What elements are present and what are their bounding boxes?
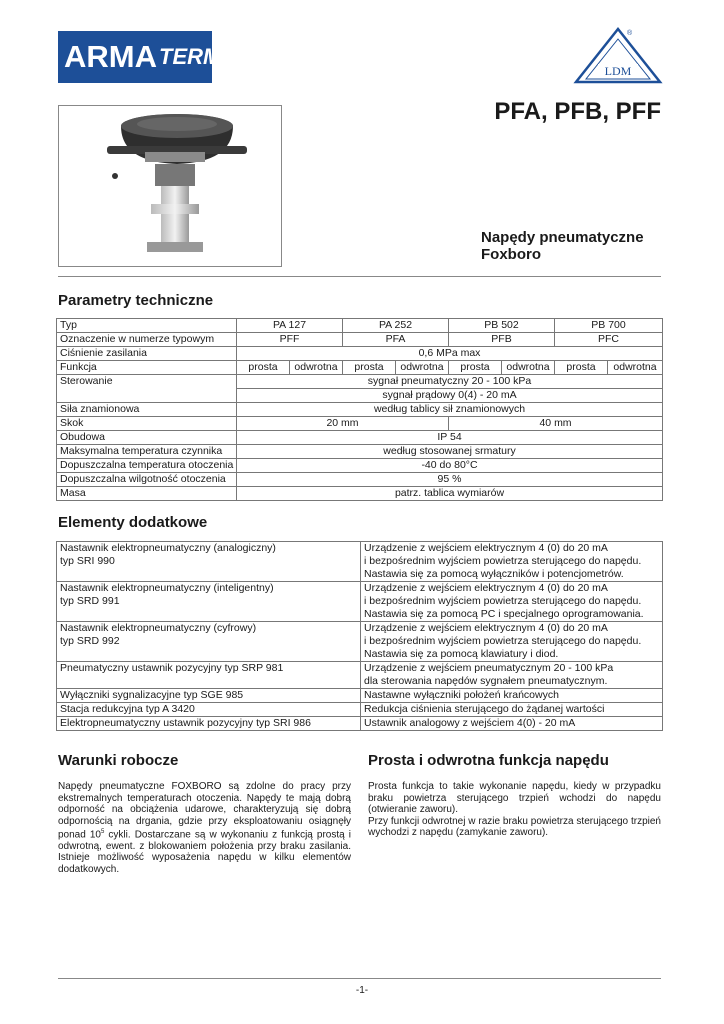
table-row bbox=[57, 473, 663, 487]
cell-line: typ SRD 991 bbox=[60, 595, 120, 607]
table-row bbox=[57, 361, 663, 375]
cell: 20 mm bbox=[237, 417, 449, 431]
product-subtitle bbox=[481, 229, 644, 263]
cell-line: Urządzenie z wejściem elektrycznym 4 (0) do 20 mA bbox=[364, 582, 608, 594]
cell: odwrotna bbox=[396, 361, 449, 375]
cell: 95 % bbox=[237, 473, 663, 487]
logo-main-text: ARMA bbox=[64, 39, 157, 74]
cell: odwrotna bbox=[608, 361, 663, 375]
cell-line: dla sterowania napędów sygnałem pneumatycznym. bbox=[364, 675, 608, 687]
table-row bbox=[57, 417, 663, 431]
footer-divider bbox=[58, 978, 661, 979]
cell: IP 54 bbox=[237, 431, 663, 445]
product-title: PFA, PFB, PFF bbox=[494, 98, 661, 125]
cell: patrz. tablica wymiarów bbox=[237, 487, 663, 501]
cell: odwrotna bbox=[502, 361, 555, 375]
table-row bbox=[57, 333, 663, 347]
cell: 0,6 MPa max bbox=[237, 347, 663, 361]
cell-line: Pneumatyczny ustawnik pozycyjny typ SRP 981 bbox=[60, 662, 284, 674]
cell-line: i bezpośrednim wyjściem powietrza sterującego do napędu. bbox=[364, 555, 642, 567]
ldm-logo bbox=[572, 26, 664, 86]
cell: sygnał pneumatyczny 20 - 100 kPa bbox=[237, 375, 663, 389]
extras-heading: Elementy dodatkowe bbox=[58, 514, 208, 531]
divider bbox=[58, 276, 661, 277]
cell-line: i bezpośrednim wyjściem powietrza sterującego do napędu. bbox=[364, 635, 642, 647]
table-row bbox=[57, 689, 663, 703]
extras-right bbox=[361, 582, 663, 622]
cell-line: Nastawnik elektropneumatyczny (analogiczny) bbox=[60, 542, 276, 554]
warunki-p1: Napędy pneumatyczne FOXBORO są zdolne do pracy przy ekstremalnych temperaturach otoczenia. Napędy te mają dobrą odporność na obciążenia udarowe, charakteryzują się dobrą odpornością na drgania, gdzie przy eksploatowaniu osiągnęły ponad 10 bbox=[58, 781, 351, 841]
warunki-p2: cykli. Dostarczane są w wykonaniu z funkcją prostą i odwrotną, ewent. z blokowaniem położenia przy braku zasilania. Istnieje możliwość wyposażenia napędu w kilku elementów dodatkowych. bbox=[58, 829, 351, 875]
cell-line: Stacja redukcyjna typ A 3420 bbox=[60, 703, 195, 715]
row-label: Skok bbox=[57, 417, 237, 431]
cell: 40 mm bbox=[449, 417, 663, 431]
subtitle-line2: Foxboro bbox=[481, 246, 541, 263]
cell: według tablicy sił znamionowych bbox=[237, 403, 663, 417]
table-row bbox=[57, 717, 663, 731]
extras-right bbox=[361, 542, 663, 582]
table-row bbox=[57, 622, 663, 662]
row-label: Funkcja bbox=[57, 361, 237, 375]
cell-line: typ SRI 990 bbox=[60, 555, 115, 567]
table-row bbox=[57, 319, 663, 333]
warunki-heading: Warunki robocze bbox=[58, 752, 179, 769]
extras-right bbox=[361, 703, 663, 717]
extras-left bbox=[57, 689, 361, 703]
table-row bbox=[57, 459, 663, 473]
cell: PB 700 bbox=[555, 319, 663, 333]
cell-line: Nastawnik elektropneumatyczny (inteligentny) bbox=[60, 582, 274, 594]
cell: według stosowanej srmatury bbox=[237, 445, 663, 459]
subtitle-line1: Napędy pneumatyczne bbox=[481, 229, 644, 246]
row-label: Ciśnienie zasilania bbox=[57, 347, 237, 361]
warunki-text bbox=[58, 781, 351, 875]
table-row bbox=[57, 445, 663, 459]
cell: PA 252 bbox=[343, 319, 449, 333]
warunki-sup: 5 bbox=[101, 829, 105, 835]
row-label: Siła znamionowa bbox=[57, 403, 237, 417]
cell-line: Nastawia się za pomocą wyłączników i potencjometrów. bbox=[364, 568, 624, 580]
extras-right bbox=[361, 717, 663, 731]
cell: PFF bbox=[237, 333, 343, 347]
extras-left bbox=[57, 622, 361, 662]
cell: prosta bbox=[555, 361, 608, 375]
row-label: Dopuszczalna temperatura otoczenia bbox=[57, 459, 237, 473]
row-label: Obudowa bbox=[57, 431, 237, 445]
actuator-image bbox=[59, 106, 281, 266]
cell-line: Ustawnik analogowy z wejściem 4(0) - 20 mA bbox=[364, 717, 576, 729]
cell: PFA bbox=[343, 333, 449, 347]
cell-line: typ SRD 992 bbox=[60, 635, 120, 647]
row-label: Maksymalna temperatura czynnika bbox=[57, 445, 237, 459]
funkcja-heading: Prosta i odwrotna funkcja napędu bbox=[368, 752, 609, 769]
cell: PA 127 bbox=[237, 319, 343, 333]
table-row bbox=[57, 347, 663, 361]
row-label: Oznaczenie w numerze typowym bbox=[57, 333, 237, 347]
page-number: -1- bbox=[355, 985, 369, 996]
table-row bbox=[57, 582, 663, 622]
row-label: Sterowanie bbox=[57, 375, 237, 403]
cell: PB 502 bbox=[449, 319, 555, 333]
cell: prosta bbox=[343, 361, 396, 375]
extras-left bbox=[57, 703, 361, 717]
extras-left bbox=[57, 542, 361, 582]
extras-table bbox=[56, 541, 663, 731]
table-row bbox=[57, 431, 663, 445]
ldm-logo-text: LDM bbox=[604, 64, 632, 78]
row-label: Dopuszczalna wilgotność otoczenia bbox=[57, 473, 237, 487]
logo-term-text: TERM bbox=[159, 44, 222, 69]
cell-line: Nastawnik elektropneumatyczny (cyfrowy) bbox=[60, 622, 257, 634]
funkcja-p1: Prosta funkcja to takie wykonanie napędu, kiedy w przypadku braku powietrza sterującego trzpień wchodzi do napędu (otwieranie zaworu). bbox=[368, 781, 661, 815]
cell-line: Nastawne wyłączniki położeń krańcowych bbox=[364, 689, 559, 701]
table-row bbox=[57, 542, 663, 582]
cell-line: Wyłączniki sygnalizacyjne typ SGE 985 bbox=[60, 689, 244, 701]
cell: -40 do 80°C bbox=[237, 459, 663, 473]
cell-line: Elektropneumatyczny ustawnik pozycyjny typ SRI 986 bbox=[60, 717, 311, 729]
cell: prosta bbox=[237, 361, 290, 375]
extras-left bbox=[57, 717, 361, 731]
registered-mark: ® bbox=[627, 30, 633, 37]
armaterm-logo bbox=[58, 31, 222, 83]
cell: sygnał prądowy 0(4) - 20 mA bbox=[237, 389, 663, 403]
cell-line: Urządzenie z wejściem pneumatycznym 20 - 100 kPa bbox=[364, 662, 614, 674]
funkcja-p2: Przy funkcji odwrotnej w razie braku powietrza sterującego trzpień wychodzi z napędu (zamykanie zaworu). bbox=[368, 815, 661, 838]
table-row bbox=[57, 487, 663, 501]
cell: prosta bbox=[449, 361, 502, 375]
cell: odwrotna bbox=[290, 361, 343, 375]
row-label: Masa bbox=[57, 487, 237, 501]
params-heading: Parametry techniczne bbox=[58, 292, 214, 309]
cell: PFB bbox=[449, 333, 555, 347]
cell: PFC bbox=[555, 333, 663, 347]
table-row bbox=[57, 403, 663, 417]
extras-right bbox=[361, 662, 663, 689]
cell-line: Urządzenie z wejściem elektrycznym 4 (0) do 20 mA bbox=[364, 622, 608, 634]
cell-line: Nastawia się za pomocą klawiatury i diod. bbox=[364, 648, 559, 660]
table-row bbox=[57, 375, 663, 389]
extras-right bbox=[361, 622, 663, 662]
extras-left bbox=[57, 662, 361, 689]
cell-line: Redukcja ciśnienia sterującego do żądanej wartości bbox=[364, 703, 605, 715]
cell-line: Urządzenie z wejściem elektrycznym 4 (0) do 20 mA bbox=[364, 542, 608, 554]
product-photo bbox=[58, 105, 282, 267]
table-row bbox=[57, 703, 663, 717]
extras-left bbox=[57, 582, 361, 622]
cell-line: Nastawia się za pomocą PC i specjalnego oprogramowania. bbox=[364, 608, 644, 620]
params-table bbox=[56, 318, 663, 501]
extras-right bbox=[361, 689, 663, 703]
cell-line: i bezpośrednim wyjściem powietrza sterującego do napędu. bbox=[364, 595, 642, 607]
funkcja-text bbox=[368, 781, 661, 839]
row-label: Typ bbox=[57, 319, 237, 333]
table-row bbox=[57, 662, 663, 689]
